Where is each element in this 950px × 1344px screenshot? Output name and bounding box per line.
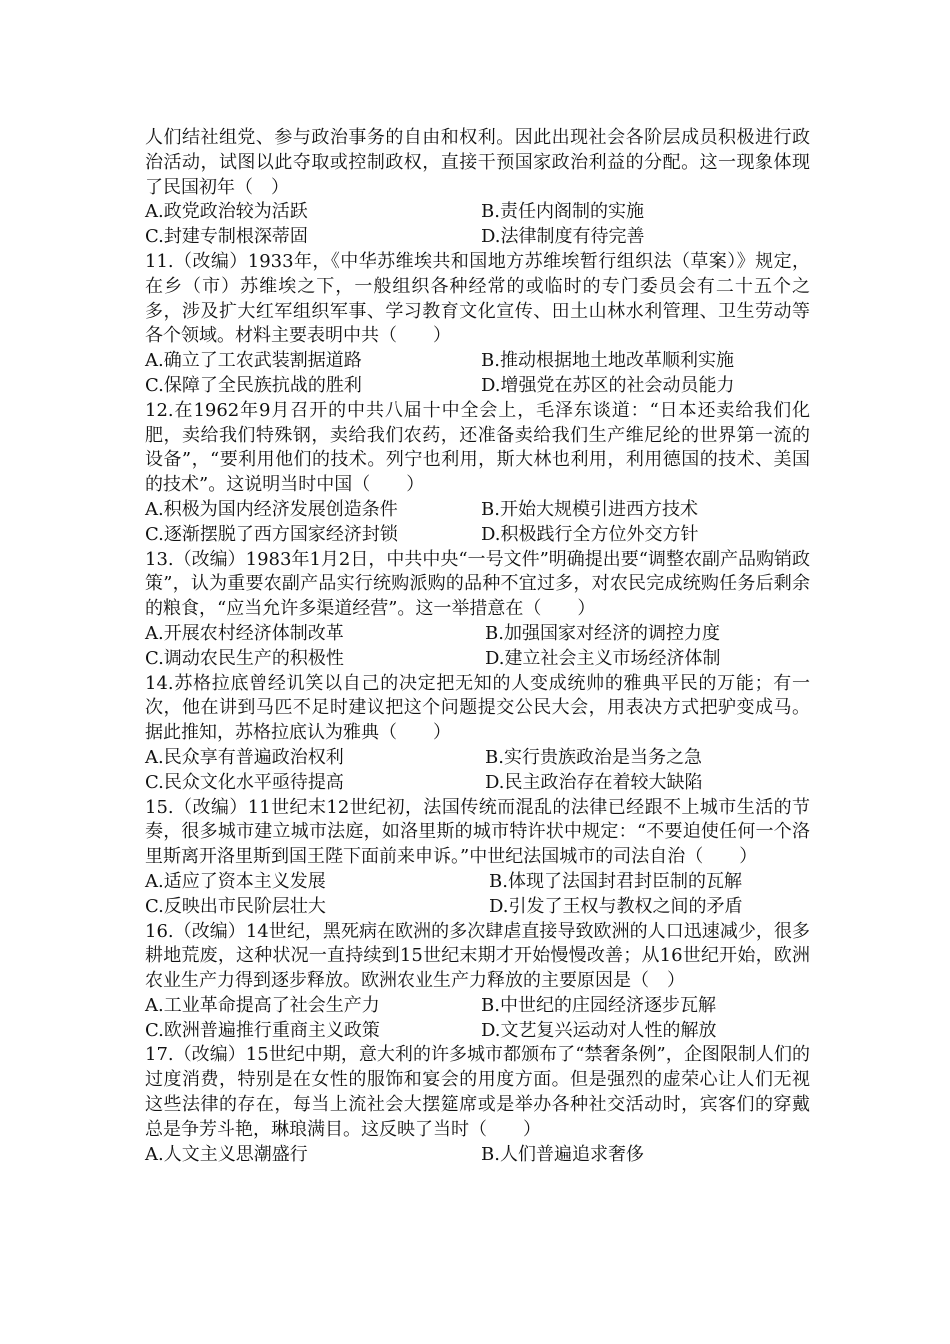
option-d[interactable]: D.文艺复兴运动对人性的解放 <box>481 1019 717 1041</box>
option-c[interactable]: C.封建专制根深蒂固 <box>145 226 308 248</box>
question-11-options-row-2 <box>145 374 810 399</box>
question-15-stem: 15.（改编）11世纪末12世纪初，法国传统而混乱的法律已经跟不上城市生活的节奏，很多城市建立城市法庭，如洛里斯的城市特许状中规定：“不要迫使任何一个洛里斯离开洛里斯到国王陛下面前来申诉。”中世纪法国城市的司法自治（ ） <box>145 796 810 868</box>
question-16-options-row-2 <box>145 1019 810 1044</box>
option-a[interactable]: A.开展农村经济体制改革 <box>145 622 344 644</box>
question-10-stem: 人们结社组党、参与政治事务的自由和权利。因此出现社会各阶层成员积极进行政治活动，试图以此夺取或控制政权，直接干预国家政治利益的分配。这一现象体现了民国初年（ ） <box>145 127 810 198</box>
option-b[interactable]: B.开始大规模引进西方技术 <box>481 498 698 520</box>
question-list <box>145 126 810 1167</box>
question-13-options-row-1 <box>145 622 810 647</box>
option-d[interactable]: D.建立社会主义市场经济体制 <box>485 647 721 669</box>
option-a[interactable]: A.民众享有普遍政治权利 <box>145 746 344 768</box>
option-d[interactable]: D.民主政治存在着较大缺陷 <box>485 771 703 793</box>
option-d[interactable]: D.引发了王权与教权之间的矛盾 <box>489 895 743 917</box>
question-14-options-row-2 <box>145 771 810 796</box>
question-10-options-row-2 <box>145 225 810 250</box>
option-c[interactable]: C.民众文化水平亟待提高 <box>145 771 344 793</box>
question-14-stem: 14.苏格拉底曾经讥笑以自己的决定把无知的人变成统帅的雅典平民的万能；有一次，他在讲到马匹不足时建议把这个问题提交公民大会，用表决方式把驴变成马。据此推知，苏格拉底认为雅典（ ） <box>145 672 810 744</box>
question-10-options-row-1 <box>145 200 810 225</box>
question-13-stem: 13.（改编）1983年1月2日，中共中央“一号文件”明确提出要“调整农副产品购销政策”，认为重要农副产品实行统购派购的品种不宜过多，对农民完成统购任务后剩余的粮食，“应当允许多渠道经营”。这一举措意在（ ） <box>145 548 810 620</box>
option-a[interactable]: A.工业革命提高了社会生产力 <box>145 994 380 1016</box>
question-16-stem: 16.（改编）14世纪，黑死病在欧洲的多次肆虐直接导致欧洲的人口迅速减少，很多耕地荒废，这种状况一直持续到15世纪末期才开始慢慢改善；从16世纪开始，欧洲农业生产力得到逐步释放。欧洲农业生产力释放的主要原因是（ ） <box>145 920 810 992</box>
option-c[interactable]: C.逐渐摆脱了西方国家经济封锁 <box>145 523 398 545</box>
option-d[interactable]: D.法律制度有待完善 <box>481 226 645 248</box>
question-15-options-row-2 <box>145 895 810 920</box>
option-a[interactable]: A.人文主义思潮盛行 <box>145 1143 308 1165</box>
option-b[interactable]: B.体现了法国封君封臣制的瓦解 <box>489 870 742 892</box>
question-15-options-row-1 <box>145 870 810 895</box>
question-11-options-row-1 <box>145 349 810 374</box>
option-b[interactable]: B.人们普遍追求奢侈 <box>481 1143 644 1165</box>
option-b[interactable]: B.加强国家对经济的调控力度 <box>485 622 720 644</box>
option-b[interactable]: B.责任内阁制的实施 <box>481 201 644 223</box>
option-c[interactable]: C.保障了全民族抗战的胜利 <box>145 374 362 396</box>
option-d[interactable]: D.增强党在苏区的社会动员能力 <box>481 374 735 396</box>
option-b[interactable]: B.实行贵族政治是当务之急 <box>485 746 702 768</box>
option-a[interactable]: A.确立了工农武装割据道路 <box>145 350 362 372</box>
option-b[interactable]: B.推动根据地土地改革顺利实施 <box>481 350 734 372</box>
question-17-stem: 17.（改编）15世纪中期，意大利的许多城市都颁布了“禁奢条例”，企图限制人们的过度消费，特别是在女性的服饰和宴会的用度方面。但是强烈的虚荣心让人们无视这些法律的存在，每当上流社会大摆筵席或是举办各种社交活动时，宾客们的穿戴总是争芳斗艳，琳琅满目。这反映了当时（ ） <box>145 1044 810 1140</box>
option-a[interactable]: A.适应了资本主义发展 <box>145 870 326 892</box>
option-d[interactable]: D.积极践行全方位外交方针 <box>481 523 699 545</box>
question-12-stem: 12.在1962年9月召开的中共八届十中全会上，毛泽东谈道：“日本还卖给我们化肥，卖给我们特殊钢，卖给我们农药，还准备卖给我们生产维尼纶的世界第一流的设备”，“要利用他们的技术。列宁也利用，斯大林也利用，利用德国的技术、美国的技术”。这说明当时中国（ ） <box>145 399 810 496</box>
option-c[interactable]: C.调动农民生产的积极性 <box>145 647 344 669</box>
question-17-options-row-1 <box>145 1143 810 1168</box>
question-12-options-row-1 <box>145 498 810 523</box>
option-a[interactable]: A.积极为国内经济发展创造条件 <box>145 498 398 520</box>
option-a[interactable]: A.政党政治较为活跃 <box>145 201 308 223</box>
question-14-options-row-1 <box>145 746 810 771</box>
option-c[interactable]: C.反映出市民阶层壮大 <box>145 895 326 917</box>
question-16-options-row-1 <box>145 994 810 1019</box>
option-b[interactable]: B.中世纪的庄园经济逐步瓦解 <box>481 994 716 1016</box>
question-12-options-row-2 <box>145 523 810 548</box>
option-c[interactable]: C.欧洲普遍推行重商主义政策 <box>145 1019 380 1041</box>
question-11-stem: 11.（改编）1933年，《中华苏维埃共和国地方苏维埃暂行组织法（草案）》规定，在乡（市）苏维埃之下，一般组织各种经常的或临时的专门委员会有二十五个之多，涉及扩大红军组织军事、学习教育文化宣传、田土山林水利管理、卫生劳动等各个领域。材料主要表明中共（ ） <box>145 250 810 347</box>
question-13-options-row-2 <box>145 647 810 672</box>
